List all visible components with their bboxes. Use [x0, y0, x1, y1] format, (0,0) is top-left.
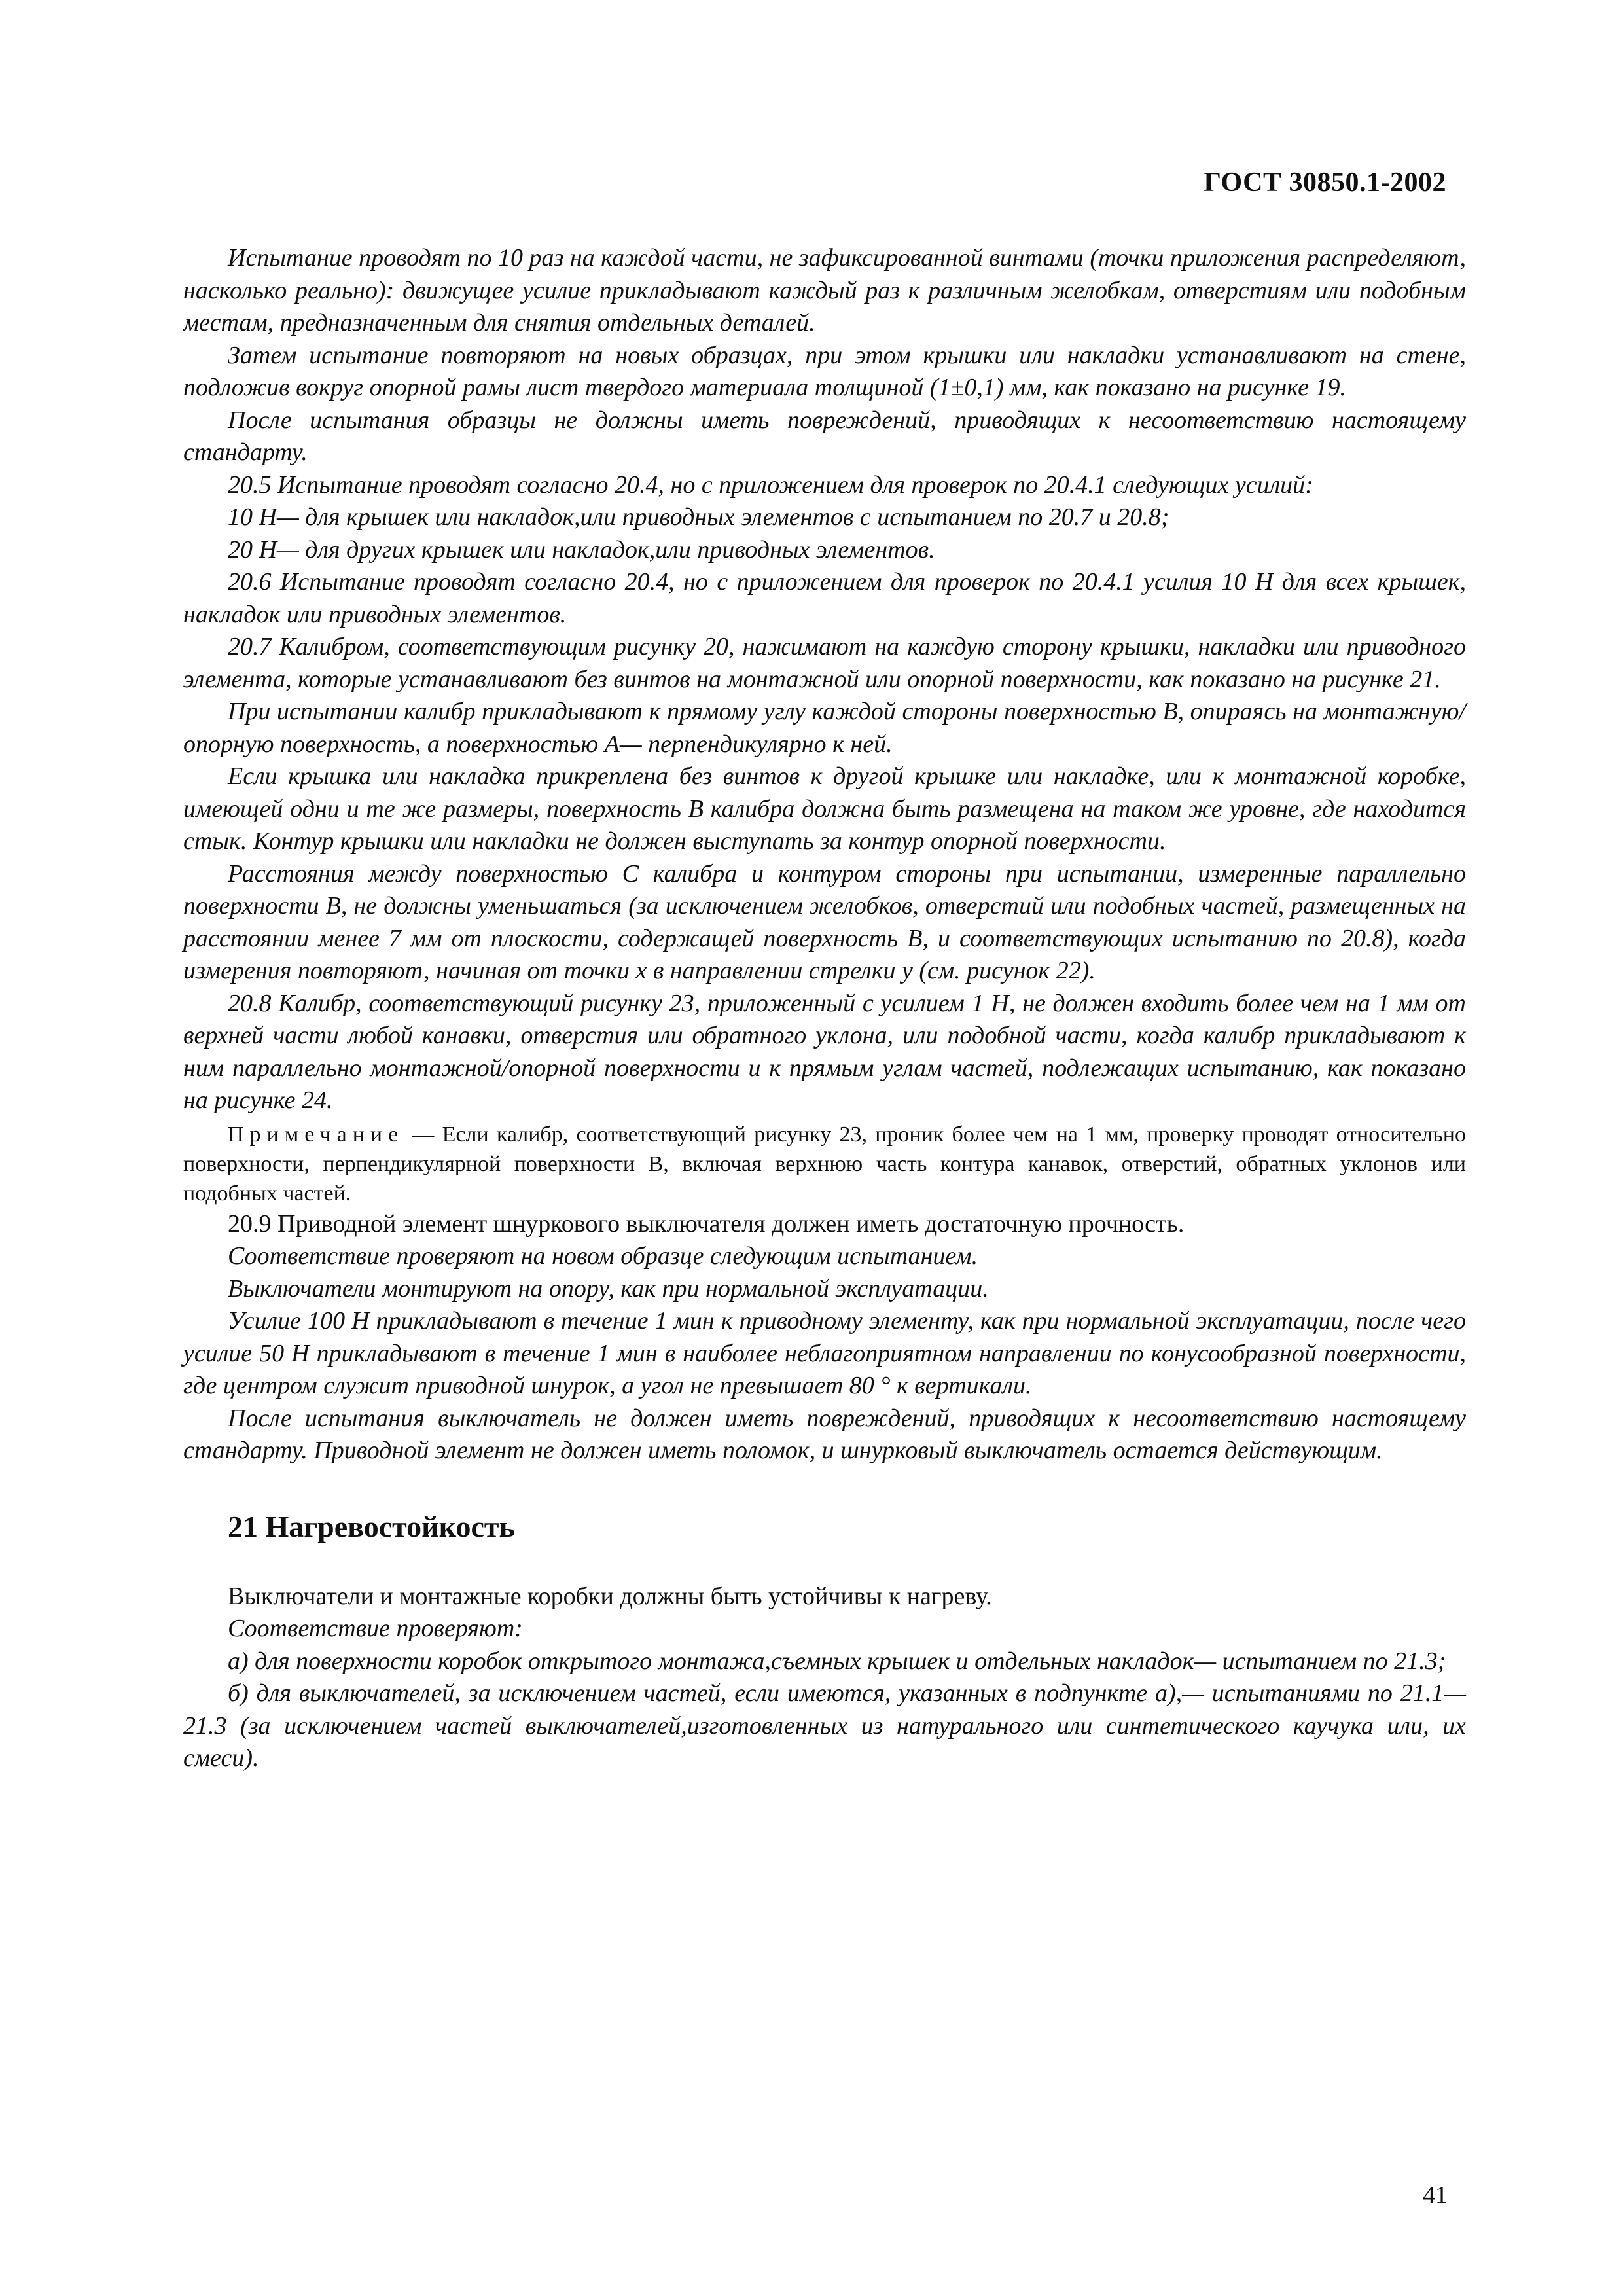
paragraph: 20.5 Испытание проводят согласно 20.4, но с приложением для проверок по 20.4.1 следующих усилий:: [228, 471, 1313, 499]
paragraph: При испытании калибр прикладывают к прямому углу каждой стороны поверхностью В, опираясь на монтажную/опорную поверхность, а поверхностью А— перпендикулярно к ней.: [183, 698, 1466, 758]
paragraph: Выключатели и монтажные коробки должны быть устойчивы к нагреву.: [228, 1582, 992, 1610]
paragraph: После испытания выключатель не должен иметь повреждений, приводящих к несоответствию настоящему стандарту. Приводной элемент не должен иметь поломок, и шнурковый выключатель остается действующим.: [183, 1404, 1466, 1464]
paragraph: 20 Н— для других крышек или накладок,или приводных элементов.: [228, 535, 935, 564]
paragraph: Затем испытание повторяют на новых образцах, при этом крышки или накладки устанавливают на стене, подложив вокруг опорной рамы лист твердого материала толщиной (1±0,1) мм, как показано на рисунке 19.: [183, 341, 1466, 401]
paragraph: Соответствие проверяют на новом образце следующим испытанием.: [228, 1242, 978, 1270]
paragraph: 20.8 Калибр, соответствующий рисунку 23, приложенный с усилием 1 Н, не должен входить более чем на 1 мм от верхней части любой канавки, отверстия или обратного уклона, или подобной части, когда калибр прикладывают к ним параллельно монтажной/опорной поверхности и к прямым углам частей, подлежащих испытанию, как показано на рисунке 24.: [183, 989, 1466, 1114]
list-item: а) для поверхности коробок открытого монтажа,съемных крышек и отдельных накладок— испытанием по 21.3;: [228, 1647, 1446, 1675]
note-text: — Если калибр, соответствующий рисунку 23, проник более чем на 1 мм, проверку проводят относительно поверхности, перпендикулярной поверхности В, включая верхнюю часть контура канавок, отверстий, обратных уклонов или подобных частей.: [183, 1122, 1466, 1206]
list-item: б) для выключателей, за исключением частей, если имеются, указанных в подпункте а),— испытаниями по 21.1— 21.3 (за исключением частей выключателей,изготовленных из натурального или синтетического каучука или, их смеси).: [183, 1679, 1466, 1772]
paragraph: Выключатели монтируют на опору, как при нормальной эксплуатации.: [228, 1274, 989, 1302]
paragraph: Усилие 100 Н прикладывают в течение 1 мин к приводному элементу, как при нормальной эксплуатации, после чего усилие 50 Н прикладывают в течение 1 мин в наиболее неблагоприятном направлении по конусообразной поверхности, где центром служит приводной шнурок, а угол не превышает 80 ° к вертикали.: [183, 1307, 1466, 1399]
note: [183, 1120, 1466, 1208]
paragraph: Если крышка или накладка прикреплена без винтов к другой крышке или накладке, или к монтажной коробке, имеющей одни и те же размеры, поверхность В калибра должна быть размещена на таком же уровне, где находится стык. Контур крышки или накладки не должен выступать за контур опорной поверхности.: [183, 762, 1466, 855]
document-body: [183, 242, 1466, 1775]
section-heading: 21 Нагревостойкость: [228, 1509, 515, 1543]
document-header: ГОСТ 30850.1-2002: [1204, 168, 1446, 198]
paragraph: Соответствие проверяют:: [228, 1615, 523, 1642]
paragraph: 20.6 Испытание проводят согласно 20.4, но с приложением для проверок по 20.4.1 усилия 10 Н для всех крышек, накладок или приводных элементов.: [183, 568, 1466, 628]
paragraph: После испытания образцы не должны иметь повреждений, приводящих к несоответствию настоящему стандарту.: [183, 406, 1466, 466]
page-number: 41: [1423, 2181, 1448, 2209]
paragraph: 10 Н— для крышек или накладок,или приводных элементов с испытанием по 20.7 и 20.8;: [228, 503, 1169, 531]
paragraph: Испытание проводят по 10 раз на каждой части, не зафиксированной винтами (точки приложения распределяют, насколько реально): движущее усилие прикладывают каждый раз к различным желобкам, отверстиям или подобным местам, предназначенным для снятия отдельных деталей.: [183, 244, 1466, 336]
paragraph: 20.7 Калибром, соответствующим рисунку 20, нажимают на каждую сторону крышки, накладки или приводного элемента, которые устанавливают без винтов на монтажной или опорной поверхности, как показано на рисунке 21.: [183, 633, 1466, 693]
note-label: Примечание: [228, 1122, 404, 1147]
paragraph: Расстояния между поверхностью С калибра и контуром стороны при испытании, измеренные параллельно поверхности В, не должны уменьшаться (за исключением желобков, отверстий или подобных частей, размещенных на расстоянии менее 7 мм от плоскости, содержащей поверхность В, и соответствующих испытанию по 20.8), когда измерения повторяют, начиная от точки х в направлении стрелки у (см. рисунок 22).: [183, 859, 1466, 984]
paragraph-20-9: 20.9 Приводной элемент шнуркового выключателя должен иметь достаточную прочность.: [228, 1210, 1185, 1238]
